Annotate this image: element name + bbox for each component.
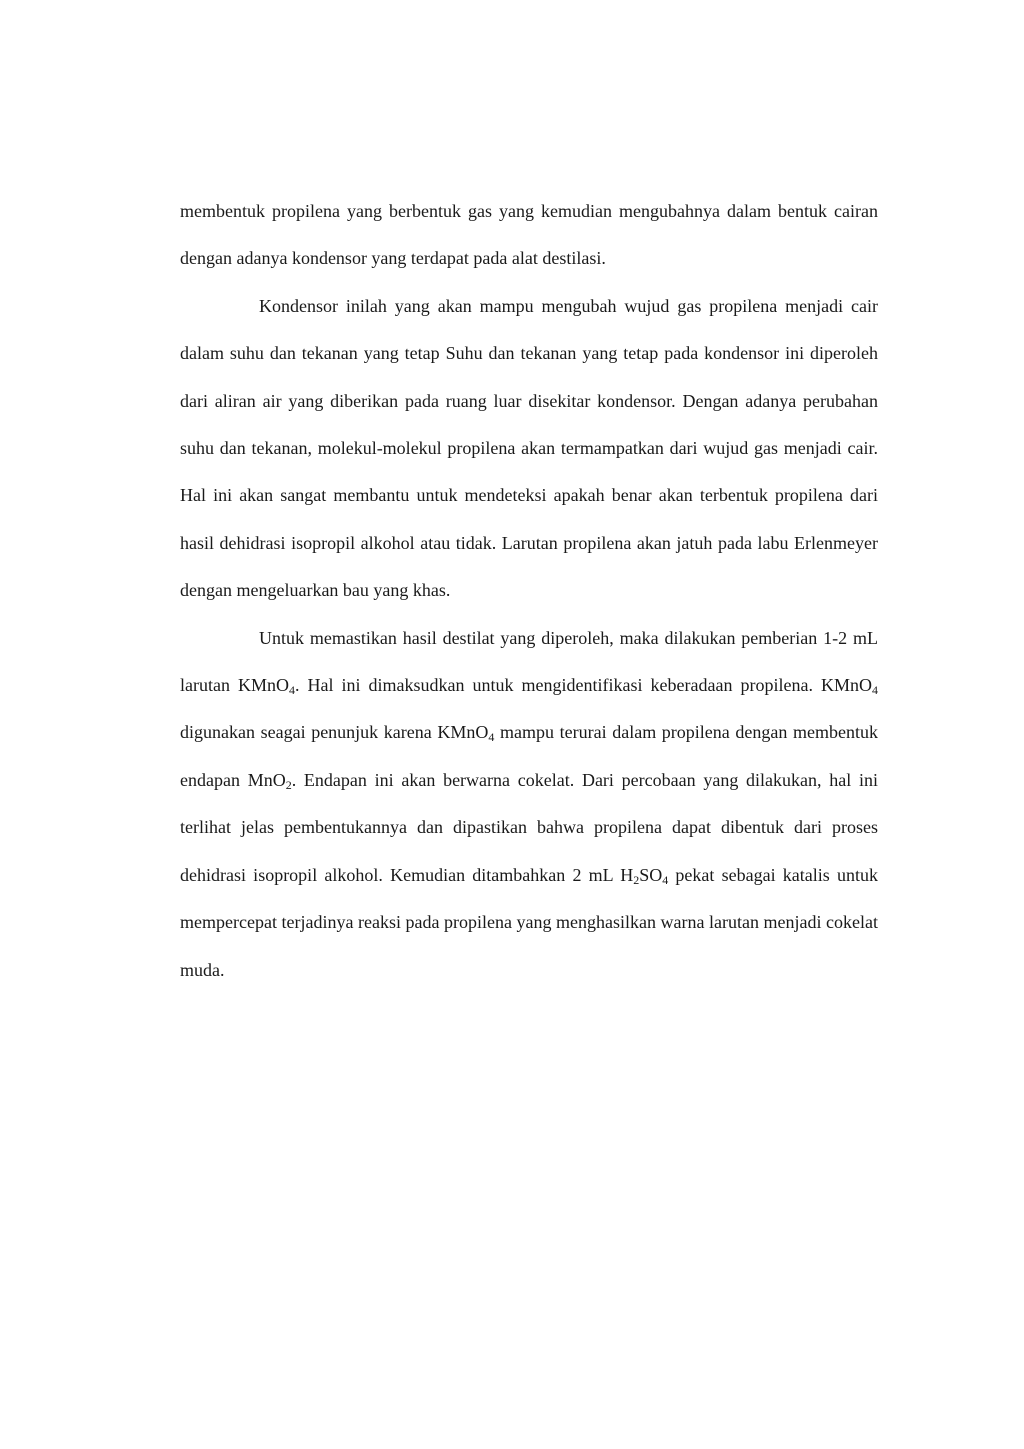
paragraph-3-text: SO [639, 864, 663, 885]
paragraph-3-text: digunakan seagai penunjuk karena KMnO [180, 722, 489, 743]
paragraph-2: Kondensor inilah yang akan mampu mengubah wujud gas propilena menjadi cair dalam suhu dan tekanan yang tetap Suhu dan tekanan yang tetap pada kondensor ini diperoleh dari aliran air yang diberikan pada ruang luar disekitar kondensor. Dengan adanya perubahan suhu dan tekanan, molekul-molekul propilena akan termampatkan dari wujud gas menjadi cair. Hal ini akan sangat membantu untuk mendeteksi apakah benar akan terbentuk propilena dari hasil dehidrasi isopropil alkohol atau tidak. Larutan propilena akan jatuh pada labu Erlenmeyer dengan mengeluarkan bau yang khas. [180, 295, 878, 601]
body-text [180, 188, 878, 994]
subscript: 4 [488, 730, 495, 745]
subscript: 4 [662, 872, 669, 887]
paragraph-1: membentuk propilena yang berbentuk gas yang kemudian mengubahnya dalam bentuk cairan dengan adanya kondensor yang terdapat pada alat destilasi. [180, 201, 878, 269]
paragraph-3-text: . Hal ini dimaksudkan untuk mengidentifikasi keberadaan propilena. KMnO [295, 675, 872, 696]
subscript: 4 [872, 683, 878, 698]
subscript: 2 [285, 777, 292, 792]
subscript: 4 [289, 683, 295, 698]
paragraph-3-text: Untuk memastikan hasil destilat yang diperoleh, maka dilakukan pemberian 1-2 mL larutan KMnO [180, 627, 878, 696]
subscript: 2 [633, 872, 640, 887]
paragraph-3-text: . Endapan ini akan berwarna cokelat. Dari percobaan yang dilakukan, hal ini terlihat jelas pembentukannya dan dipastikan bahwa propilena dapat dibentuk dari proses dehidrasi isopropil alkohol. Kemudian ditambahkan 2 mL H [180, 769, 878, 885]
paragraph-3-text: pekat sebagai katalis untuk mempercepat terjadinya reaksi pada propilena yang menghasilkan warna larutan menjadi cokelat muda. [180, 864, 878, 980]
paragraph-3-text: mampu terurai dalam propilena dengan membentuk endapan MnO [180, 722, 878, 790]
paragraph-3 [180, 615, 878, 994]
